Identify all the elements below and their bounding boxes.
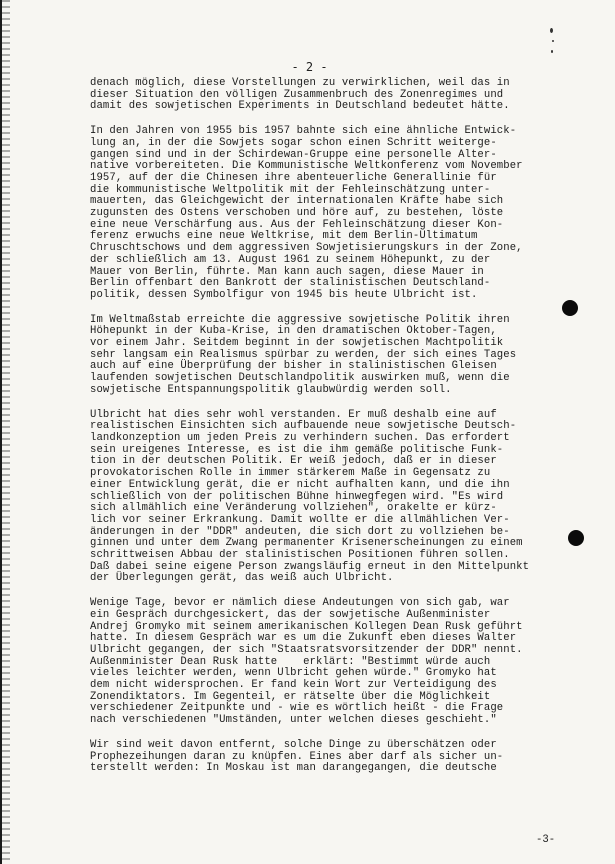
text-line: zugunsten des Ostens verschoben und höre auf, zu bestehen, löste [90, 207, 504, 220]
paragraph [90, 410, 560, 586]
text-line: nach verschiedenen "Umständen, unter welchen dieses geschieht." [90, 714, 497, 727]
punch-hole [568, 530, 584, 546]
text-line: landkonzeption um jeden Preis zu verhindern suchen. Das erfordert [90, 431, 510, 444]
text-line: Chruschtschows und dem aggressiven Sowjetisierungskurs in der Zone, [90, 242, 523, 255]
text-line: In den Jahren von 1955 bis 1957 bahnte sich eine ähnliche Entwick- [90, 125, 517, 138]
text-line: Andrej Gromyko mit seinem amerikanischen Kollegen Dean Rusk geführt [90, 620, 523, 633]
text-line: lich vor seiner Erkrankung. Damit wollte er die allmählichen Ver- [90, 513, 510, 526]
text-line: der Überlegungen gerät, das weiß auch Ulbricht. [90, 572, 394, 585]
text-line: terstellt werden: In Moskau ist man darangegangen, die deutsche [90, 762, 497, 775]
scan-speck [550, 28, 553, 33]
scan-speck [552, 40, 554, 42]
text-line: vieles leichter werden, wenn Ulbricht gehen würde." Gromyko hat [90, 667, 497, 680]
text-line: 1957, auf der die Chinesen ihre abenteuerliche Generallinie für [90, 171, 497, 184]
text-line: Mauer von Berlin, führte. Man kann auch sagen, diese Mauer in [90, 265, 484, 278]
text-line: hatte. In diesem Gespräch war es um die Zukunft eben dieses Walter [90, 632, 517, 645]
text-line: tion in der deutschen Politik. Er weiß jedoch, daß er in dieser [90, 455, 497, 468]
text-line: sein ureigenes Interesse, es ist die ihm gemäße politische Funk- [90, 443, 504, 456]
text-line: gangen sind und in der Schirdewan-Gruppe eine personelle Alter- [90, 148, 497, 161]
text-line: die kommunistische Weltpolitik mit der Fehleinschätzung unter- [90, 183, 491, 196]
text-line: vor einem Jahr. Seitdem beginnt in der sowjetischen Machtpolitik [90, 337, 504, 350]
text-line: eine neue Verschärfung aus. Aus der Fehleinschätzung dieser Kon- [90, 218, 504, 231]
text-line: lung an, in der die Sowjets sogar schon einen Schritt weiterge- [90, 136, 497, 149]
text-line: denach möglich, diese Vorstellungen zu verwirklichen, weil das in [90, 77, 510, 89]
text-line: sich allmählich eine Veränderung vollziehen", orakelte er kürz- [90, 502, 497, 515]
text-line: änderungen in der "DDR" andeuten, die sich dort zu vollziehen be- [90, 525, 510, 538]
text-line: dem nicht widersprochen. Er fand kein Wort zur Verteidigung des [90, 679, 497, 692]
scan-speck [551, 50, 553, 53]
paragraph [90, 78, 560, 113]
text-line: Zonendiktators. Im Gegenteil, er rätselte über die Möglichkeit [90, 690, 491, 703]
text-line: damit des sowjetischen Experiments in Deutschland bedeutet hätte. [90, 100, 510, 113]
paragraph [90, 315, 560, 397]
text-line: mauerten, das Gleichgewicht der internationalen Kräfte habe sich [90, 195, 504, 208]
text-line: Ulbricht hat dies sehr wohl verstanden. Er muß deshalb eine auf [90, 408, 497, 421]
paragraph [90, 740, 560, 775]
paragraph [90, 598, 560, 727]
text-line: schrittweisen Abbau der stalinistischen Positionen führen sollen. [90, 549, 510, 562]
paragraph [90, 126, 560, 302]
next-page-marker: -3- [536, 834, 556, 846]
text-line: auch auf eine Überprüfung der bisher in stalinistischen Gleisen [90, 360, 497, 373]
text-line: Wir sind weit davon entfernt, solche Dinge zu überschätzen oder [90, 738, 497, 751]
text-line: Ulbricht gegangen, der sich "Staatsratsvorsitzender der DDR" nennt. [90, 643, 523, 656]
text-line: Berlin offenbart den Bankrott der stalinistischen Deutschland- [90, 277, 491, 290]
text-line: ginnen und unter dem Zwang permanenter Krisenerscheinungen zu einem [90, 537, 523, 550]
text-line: native vorbereiteten. Die Kommunistische Weltkonferenz vom November [90, 160, 523, 173]
text-line: Daß dabei seine eigene Person zwangsläufig erneut in den Mittelpunkt [90, 560, 530, 573]
punch-hole [562, 300, 578, 316]
text-line: sehr langsam ein Realismus spürbar zu werden, der sich eines Tages [90, 348, 517, 361]
text-line: Außenminister Dean Rusk hatte erklärt: "Bestimmt würde auch [90, 655, 491, 668]
text-line: Im Weltmaßstab erreichte die aggressive sowjetische Politik ihren [90, 313, 510, 326]
document-body [90, 78, 560, 788]
text-line: Prophezeihungen daran zu knüpfen. Eines aber darf als sicher un- [90, 750, 504, 763]
text-line: provokatorischen Rolle in immer stärkerem Maße in Gegensatz zu [90, 467, 491, 480]
text-line: politik, dessen Symbolfigur von 1945 bis heute Ulbricht ist. [90, 288, 478, 301]
text-line: sowjetische Entspannungspolitik glaubwürdig werden soll. [90, 383, 452, 396]
text-line: dieser Situation den völligen Zusammenbruch des Zonenregimes und [90, 88, 504, 101]
text-line: der schließlich am 13. August 1961 zu seinem Höhepunkt, zu der [90, 253, 491, 266]
page-number: - 2 - [291, 60, 328, 74]
text-line: verschiedener Zeitpunkte und - wie es wörtlich heißt - die Frage [90, 702, 504, 715]
text-line: Höhepunkt in der Kuba-Krise, in den dramatischen Oktober-Tagen, [90, 325, 497, 338]
text-line: ein Gespräch durchgesickert, das der sowjetische Außenminister [90, 608, 491, 621]
text-line: Wenige Tage, bevor er nämlich diese Andeutungen von sich gab, war [90, 597, 510, 610]
scan-edge-noise [2, 0, 10, 864]
text-line: schließlich von der politischen Bühne hinwegfegen wird. "Es wird [90, 490, 504, 503]
text-line: laufenden sowjetischen Deutschlandpolitik auswirken muß, wenn die [90, 372, 510, 385]
text-line: ferenz erwuchs eine neue Weltkrise, mit dem Berlin-Ultimatum [90, 230, 478, 243]
text-line: realistischen Einsichten sich aufbauende neue sowjetische Deutsch- [90, 420, 517, 433]
text-line: einer Entwicklung gerät, die er nicht aufhalten kann, und die ihn [90, 478, 510, 491]
